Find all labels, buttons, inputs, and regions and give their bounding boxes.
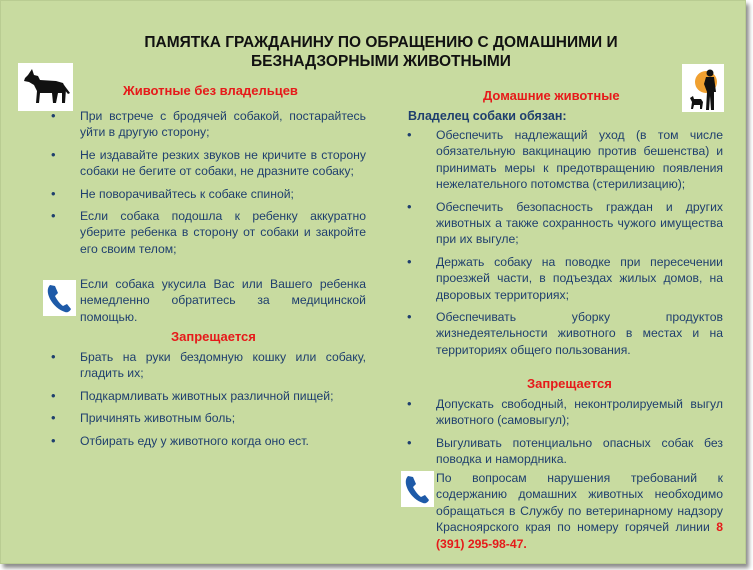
list-item: • Обеспечить безопасность граждан и других животных а также сохранность чужого имущества при их выгуле; bbox=[407, 198, 723, 247]
list-item: • Выгуливать потенциально опасных собак без поводка и намордника. bbox=[407, 434, 723, 467]
list-item: • Держать собаку на поводке при пересечении проезжей части, в подъездах жилых домов, на дворовых территориях; bbox=[407, 253, 723, 302]
list-item: • При встрече с бродячей собакой, постарайтесь уйти в другую сторону; bbox=[51, 108, 366, 140]
owner-heading: Владелец собаки обязан: bbox=[408, 109, 567, 123]
list-item: • Брать на руки бездомную кошку или собаку, гладить их; bbox=[51, 349, 366, 381]
phone-icon bbox=[43, 280, 76, 316]
bite-advice: Если собака укусила Вас или Вашего ребенка немедленно обратитесь за медицинской помощью. bbox=[80, 277, 366, 324]
hotline-number[interactable]: 8 (391) 295-98-47. bbox=[436, 520, 723, 551]
contact-info bbox=[436, 470, 723, 552]
list-item: • Причинять животным боль; bbox=[51, 410, 236, 426]
page-title: ПАМЯТКА ГРАЖДАНИНУ ПО ОБРАЩЕНИЮ С ДОМАШНИМИ И БЕЗНАДЗОРНЫМИ ЖИВОТНЫМИ bbox=[144, 34, 618, 70]
owner-duties-list bbox=[407, 127, 723, 364]
left-forbidden-list bbox=[51, 349, 366, 455]
right-heading: Домашние животные bbox=[483, 88, 620, 103]
list-item: • Обеспечить надлежащий уход (в том числе обязательную вакцинацию против бешенства) и принимать меры к предотвращению появления нежелательного потомства (стерилизацию); bbox=[407, 127, 723, 192]
list-item: • Не издавайте резких звуков не кричите в сторону собаки не бегите от собаки, не дразните собаку; bbox=[51, 146, 366, 179]
list-item: • Допускать свободный, неконтролируемый выгул животного (самовыгул); bbox=[407, 396, 723, 428]
list-item: • Обеспечивать уборку продуктов жизнедеятельности животного в местах и на территориях общего пользования. bbox=[407, 309, 723, 357]
list-item: • Если собака подошла к ребенку аккуратно уберите ребенка в сторону от собаки и закройте его своим телом; bbox=[51, 208, 366, 256]
right-forbidden-heading: Запрещается bbox=[527, 376, 612, 391]
list-item: • Подкармливать животных различной пищей; bbox=[51, 387, 334, 403]
left-forbidden-heading: Запрещается bbox=[171, 329, 256, 344]
left-advice-list bbox=[51, 108, 366, 263]
list-item: • Отбирать еду у животного когда оно ест. bbox=[51, 432, 309, 448]
dog-silhouette-icon bbox=[18, 63, 73, 111]
phone-icon bbox=[401, 471, 434, 507]
contact-text: По вопросам нарушения требований к содержанию домашних животных необходимо обращаться в Службу по ветеринарному надзору Красноярского края по номеру горячей линии bbox=[436, 471, 723, 535]
left-heading: Животные без владельцев bbox=[123, 83, 298, 98]
right-forbidden-list bbox=[407, 396, 723, 474]
list-item: • Не поворачивайтесь к собаке спиной; bbox=[51, 185, 294, 201]
person-with-dog-icon bbox=[682, 64, 724, 112]
